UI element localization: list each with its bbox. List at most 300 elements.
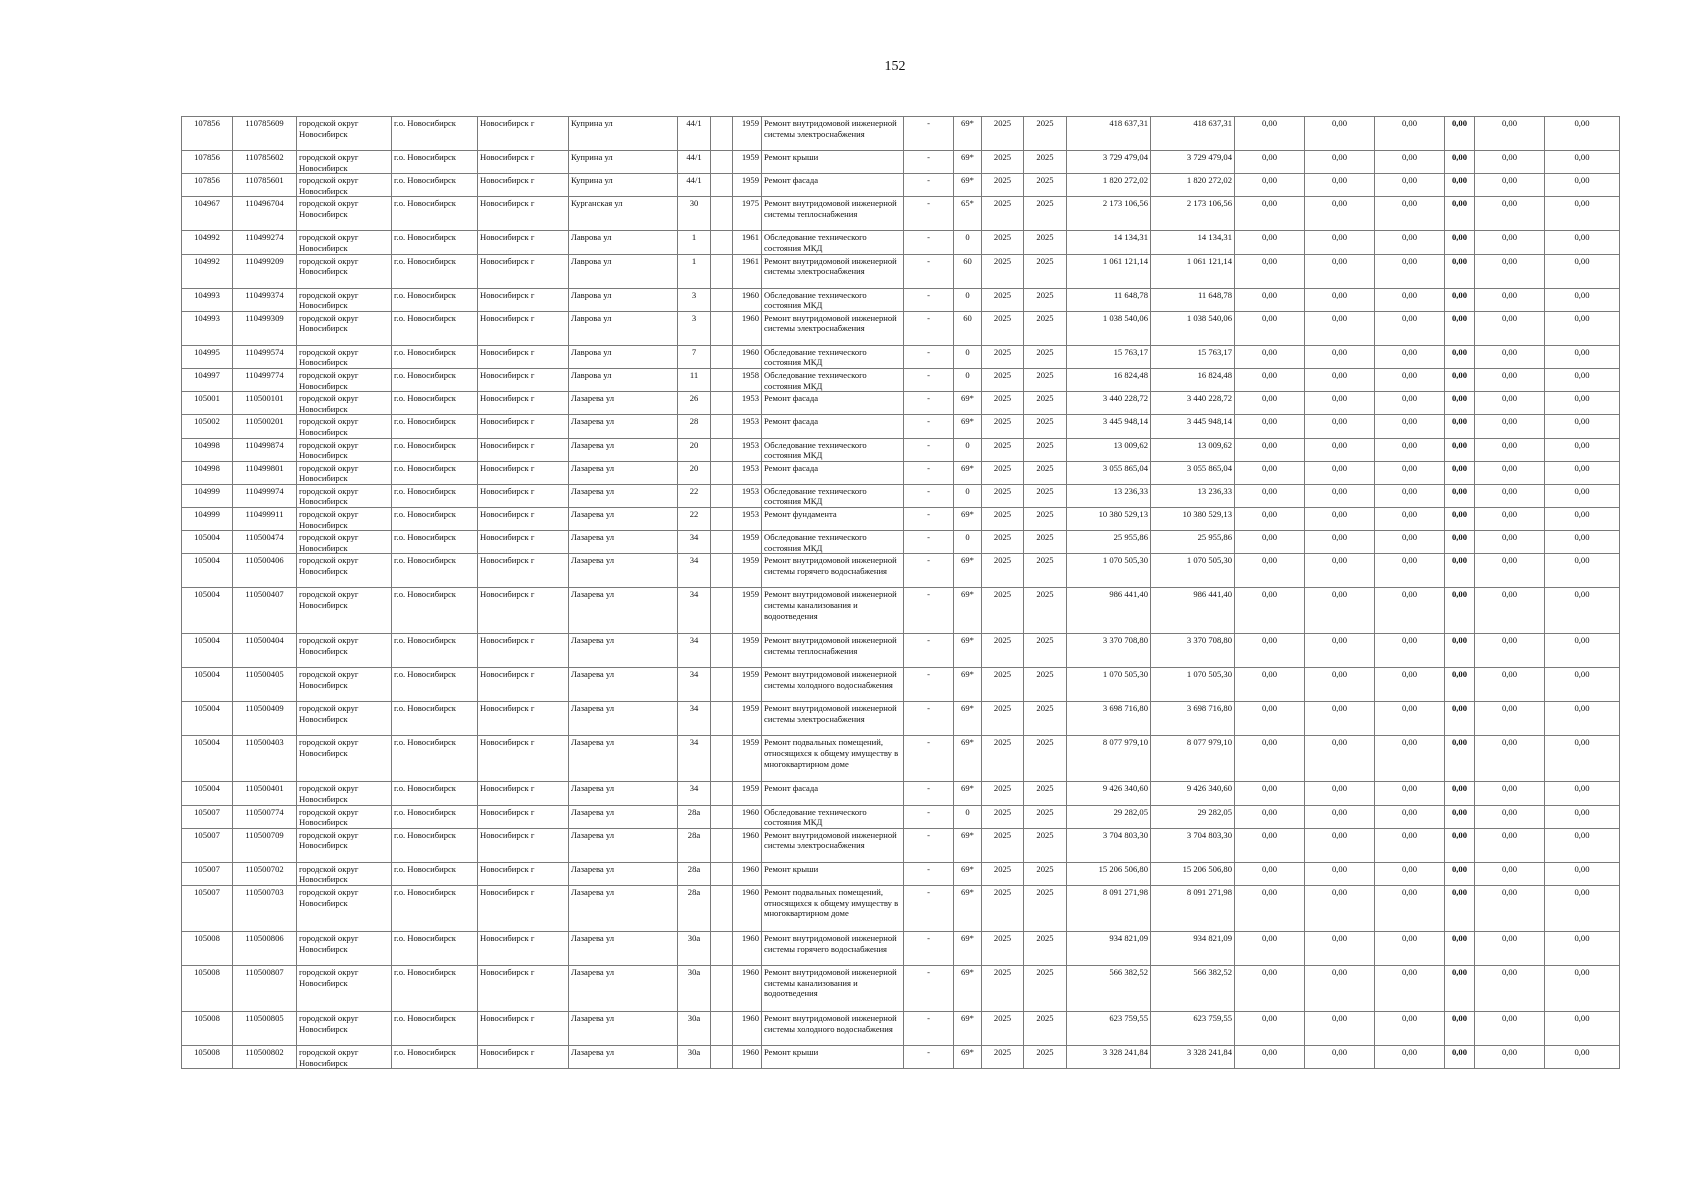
other-cell: 0,00 bbox=[1545, 438, 1620, 461]
house-cell: 3 bbox=[678, 311, 711, 345]
house-cell: 30 bbox=[678, 197, 711, 231]
share-cell: 0,00 bbox=[1445, 254, 1475, 288]
fund-cost-cell: 623 759,55 bbox=[1151, 1012, 1235, 1046]
total-cost-cell: 3 704 803,30 bbox=[1067, 828, 1151, 862]
share-cell: 0,00 bbox=[1445, 231, 1475, 254]
city-cell: Новосибирск г bbox=[478, 345, 569, 368]
total-cost-cell: 3 698 716,80 bbox=[1067, 702, 1151, 736]
street-cell: Лазарева ул bbox=[569, 484, 678, 507]
id-cell: 105004 bbox=[182, 634, 233, 668]
house-cell: 3 bbox=[678, 288, 711, 311]
id-cell: 104993 bbox=[182, 311, 233, 345]
city-cell: Новосибирск г bbox=[478, 438, 569, 461]
share-cell: 0,00 bbox=[1445, 531, 1475, 554]
district-cell: городской округ Новосибирск bbox=[297, 311, 392, 345]
id-cell: 105004 bbox=[182, 588, 233, 634]
share-cell: 0,00 bbox=[1445, 117, 1475, 151]
city-cell: Новосибирск г bbox=[478, 782, 569, 805]
building-cell bbox=[711, 231, 733, 254]
share-cell: 0,00 bbox=[1445, 886, 1475, 932]
house-cell: 34 bbox=[678, 782, 711, 805]
street-cell: Лаврова ул bbox=[569, 345, 678, 368]
unit-cell: - bbox=[904, 782, 954, 805]
work-type-cell: Ремонт внутридомовой инженерной системы электроснабжения bbox=[762, 311, 904, 345]
works-table bbox=[181, 116, 1620, 1069]
year-cell: 1960 bbox=[733, 1012, 762, 1046]
regional-cell: 0,00 bbox=[1305, 668, 1375, 702]
other-cell: 0,00 bbox=[1545, 311, 1620, 345]
work-type-cell: Обследование технического состояния МКД bbox=[762, 484, 904, 507]
regional-cell: 0,00 bbox=[1305, 588, 1375, 634]
wear-cell: 69* bbox=[954, 886, 982, 932]
plan-start-cell: 2025 bbox=[982, 1046, 1024, 1069]
local-cell: 0,00 bbox=[1375, 197, 1445, 231]
other-cell: 0,00 bbox=[1545, 932, 1620, 966]
id-cell: 107856 bbox=[182, 117, 233, 151]
table-row bbox=[182, 117, 1620, 151]
table-row bbox=[182, 1046, 1620, 1069]
federal-cell: 0,00 bbox=[1235, 702, 1305, 736]
municipality-cell: г.о. Новосибирск bbox=[392, 117, 478, 151]
work-type-cell: Ремонт фасада bbox=[762, 461, 904, 484]
street-cell: Куприна ул bbox=[569, 151, 678, 174]
unit-cell: - bbox=[904, 805, 954, 828]
wear-cell: 60 bbox=[954, 311, 982, 345]
share-cell: 0,00 bbox=[1445, 415, 1475, 438]
code-cell: 110499911 bbox=[233, 508, 297, 531]
plan-end-cell: 2025 bbox=[1024, 288, 1067, 311]
wear-cell: 69* bbox=[954, 668, 982, 702]
wear-cell: 69* bbox=[954, 588, 982, 634]
work-type-cell: Ремонт подвальных помещений, относящихся к общему имуществу в многоквартирном доме bbox=[762, 736, 904, 782]
share-cell: 0,00 bbox=[1445, 288, 1475, 311]
wear-cell: 0 bbox=[954, 484, 982, 507]
house-cell: 30а bbox=[678, 932, 711, 966]
work-type-cell: Ремонт фасада bbox=[762, 782, 904, 805]
work-type-cell: Обследование технического состояния МКД bbox=[762, 345, 904, 368]
city-cell: Новосибирск г bbox=[478, 508, 569, 531]
table-row bbox=[182, 736, 1620, 782]
fund-cost-cell: 3 055 865,04 bbox=[1151, 461, 1235, 484]
local-cell: 0,00 bbox=[1375, 484, 1445, 507]
local-cell: 0,00 bbox=[1375, 151, 1445, 174]
district-cell: городской округ Новосибирск bbox=[297, 886, 392, 932]
district-cell: городской округ Новосибирск bbox=[297, 197, 392, 231]
code-cell: 110500403 bbox=[233, 736, 297, 782]
building-cell bbox=[711, 828, 733, 862]
federal-cell: 0,00 bbox=[1235, 117, 1305, 151]
total-cost-cell: 9 426 340,60 bbox=[1067, 782, 1151, 805]
unit-cell: - bbox=[904, 862, 954, 885]
federal-cell: 0,00 bbox=[1235, 782, 1305, 805]
building-cell bbox=[711, 508, 733, 531]
district-cell: городской округ Новосибирск bbox=[297, 932, 392, 966]
unit-cell: - bbox=[904, 508, 954, 531]
house-cell: 1 bbox=[678, 231, 711, 254]
total-cost-cell: 13 009,62 bbox=[1067, 438, 1151, 461]
year-cell: 1961 bbox=[733, 254, 762, 288]
district-cell: городской округ Новосибирск bbox=[297, 484, 392, 507]
city-cell: Новосибирск г bbox=[478, 174, 569, 197]
code-cell: 110500806 bbox=[233, 932, 297, 966]
local-cell: 0,00 bbox=[1375, 634, 1445, 668]
district-cell: городской округ Новосибирск bbox=[297, 966, 392, 1012]
plan-end-cell: 2025 bbox=[1024, 782, 1067, 805]
unit-cell: - bbox=[904, 531, 954, 554]
district-cell: городской округ Новосибирск bbox=[297, 151, 392, 174]
id-cell: 105008 bbox=[182, 1046, 233, 1069]
federal-cell: 0,00 bbox=[1235, 368, 1305, 391]
year-cell: 1961 bbox=[733, 231, 762, 254]
city-cell: Новосибирск г bbox=[478, 634, 569, 668]
other-cell: 0,00 bbox=[1545, 886, 1620, 932]
plan-start-cell: 2025 bbox=[982, 174, 1024, 197]
district-cell: городской округ Новосибирск bbox=[297, 174, 392, 197]
local-cell: 0,00 bbox=[1375, 288, 1445, 311]
share-cell: 0,00 bbox=[1445, 438, 1475, 461]
total-cost-cell: 1 061 121,14 bbox=[1067, 254, 1151, 288]
total-cost-cell: 8 077 979,10 bbox=[1067, 736, 1151, 782]
street-cell: Куприна ул bbox=[569, 174, 678, 197]
plan-start-cell: 2025 bbox=[982, 828, 1024, 862]
city-cell: Новосибирск г bbox=[478, 886, 569, 932]
unit-cell: - bbox=[904, 966, 954, 1012]
work-type-cell: Ремонт внутридомовой инженерной системы электроснабжения bbox=[762, 117, 904, 151]
owners-cell: 0,00 bbox=[1475, 886, 1545, 932]
unit-cell: - bbox=[904, 668, 954, 702]
year-cell: 1959 bbox=[733, 531, 762, 554]
municipality-cell: г.о. Новосибирск bbox=[392, 588, 478, 634]
total-cost-cell: 623 759,55 bbox=[1067, 1012, 1151, 1046]
share-cell: 0,00 bbox=[1445, 554, 1475, 588]
plan-end-cell: 2025 bbox=[1024, 1012, 1067, 1046]
other-cell: 0,00 bbox=[1545, 702, 1620, 736]
total-cost-cell: 934 821,09 bbox=[1067, 932, 1151, 966]
street-cell: Лазарева ул bbox=[569, 828, 678, 862]
district-cell: городской округ Новосибирск bbox=[297, 231, 392, 254]
fund-cost-cell: 418 637,31 bbox=[1151, 117, 1235, 151]
table-row bbox=[182, 805, 1620, 828]
other-cell: 0,00 bbox=[1545, 197, 1620, 231]
street-cell: Лазарева ул bbox=[569, 805, 678, 828]
local-cell: 0,00 bbox=[1375, 254, 1445, 288]
id-cell: 105007 bbox=[182, 862, 233, 885]
fund-cost-cell: 1 820 272,02 bbox=[1151, 174, 1235, 197]
fund-cost-cell: 14 134,31 bbox=[1151, 231, 1235, 254]
work-type-cell: Ремонт внутридомовой инженерной системы теплоснабжения bbox=[762, 634, 904, 668]
code-cell: 110500774 bbox=[233, 805, 297, 828]
street-cell: Курганская ул bbox=[569, 197, 678, 231]
plan-end-cell: 2025 bbox=[1024, 531, 1067, 554]
year-cell: 1960 bbox=[733, 932, 762, 966]
plan-end-cell: 2025 bbox=[1024, 311, 1067, 345]
share-cell: 0,00 bbox=[1445, 588, 1475, 634]
id-cell: 104992 bbox=[182, 254, 233, 288]
municipality-cell: г.о. Новосибирск bbox=[392, 966, 478, 1012]
city-cell: Новосибирск г bbox=[478, 932, 569, 966]
work-type-cell: Обследование технического состояния МКД bbox=[762, 231, 904, 254]
unit-cell: - bbox=[904, 828, 954, 862]
federal-cell: 0,00 bbox=[1235, 886, 1305, 932]
other-cell: 0,00 bbox=[1545, 588, 1620, 634]
unit-cell: - bbox=[904, 554, 954, 588]
wear-cell: 69* bbox=[954, 932, 982, 966]
code-cell: 110500807 bbox=[233, 966, 297, 1012]
federal-cell: 0,00 bbox=[1235, 634, 1305, 668]
district-cell: городской округ Новосибирск bbox=[297, 805, 392, 828]
street-cell: Лаврова ул bbox=[569, 311, 678, 345]
table-row bbox=[182, 368, 1620, 391]
other-cell: 0,00 bbox=[1545, 966, 1620, 1012]
year-cell: 1959 bbox=[733, 151, 762, 174]
city-cell: Новосибирск г bbox=[478, 197, 569, 231]
regional-cell: 0,00 bbox=[1305, 1012, 1375, 1046]
year-cell: 1959 bbox=[733, 702, 762, 736]
plan-start-cell: 2025 bbox=[982, 231, 1024, 254]
house-cell: 26 bbox=[678, 392, 711, 415]
house-cell: 34 bbox=[678, 588, 711, 634]
municipality-cell: г.о. Новосибирск bbox=[392, 231, 478, 254]
wear-cell: 69* bbox=[954, 862, 982, 885]
share-cell: 0,00 bbox=[1445, 1046, 1475, 1069]
table-row bbox=[182, 782, 1620, 805]
code-cell: 110500406 bbox=[233, 554, 297, 588]
code-cell: 110500709 bbox=[233, 828, 297, 862]
building-cell bbox=[711, 805, 733, 828]
regional-cell: 0,00 bbox=[1305, 415, 1375, 438]
wear-cell: 69* bbox=[954, 415, 982, 438]
district-cell: городской округ Новосибирск bbox=[297, 117, 392, 151]
total-cost-cell: 418 637,31 bbox=[1067, 117, 1151, 151]
id-cell: 105007 bbox=[182, 886, 233, 932]
regional-cell: 0,00 bbox=[1305, 886, 1375, 932]
share-cell: 0,00 bbox=[1445, 345, 1475, 368]
street-cell: Лаврова ул bbox=[569, 368, 678, 391]
share-cell: 0,00 bbox=[1445, 932, 1475, 966]
total-cost-cell: 8 091 271,98 bbox=[1067, 886, 1151, 932]
total-cost-cell: 3 440 228,72 bbox=[1067, 392, 1151, 415]
plan-start-cell: 2025 bbox=[982, 415, 1024, 438]
code-cell: 110785609 bbox=[233, 117, 297, 151]
federal-cell: 0,00 bbox=[1235, 805, 1305, 828]
id-cell: 104992 bbox=[182, 231, 233, 254]
building-cell bbox=[711, 461, 733, 484]
code-cell: 110496704 bbox=[233, 197, 297, 231]
id-cell: 105004 bbox=[182, 668, 233, 702]
city-cell: Новосибирск г bbox=[478, 588, 569, 634]
street-cell: Лазарева ул bbox=[569, 438, 678, 461]
municipality-cell: г.о. Новосибирск bbox=[392, 151, 478, 174]
house-cell: 30а bbox=[678, 966, 711, 1012]
other-cell: 0,00 bbox=[1545, 288, 1620, 311]
other-cell: 0,00 bbox=[1545, 634, 1620, 668]
plan-end-cell: 2025 bbox=[1024, 345, 1067, 368]
local-cell: 0,00 bbox=[1375, 368, 1445, 391]
regional-cell: 0,00 bbox=[1305, 634, 1375, 668]
street-cell: Куприна ул bbox=[569, 117, 678, 151]
municipality-cell: г.о. Новосибирск bbox=[392, 174, 478, 197]
id-cell: 105007 bbox=[182, 805, 233, 828]
house-cell: 34 bbox=[678, 736, 711, 782]
municipality-cell: г.о. Новосибирск bbox=[392, 197, 478, 231]
other-cell: 0,00 bbox=[1545, 862, 1620, 885]
total-cost-cell: 1 070 505,30 bbox=[1067, 668, 1151, 702]
code-cell: 110499574 bbox=[233, 345, 297, 368]
table-row bbox=[182, 231, 1620, 254]
plan-end-cell: 2025 bbox=[1024, 392, 1067, 415]
federal-cell: 0,00 bbox=[1235, 932, 1305, 966]
work-type-cell: Обследование технического состояния МКД bbox=[762, 531, 904, 554]
district-cell: городской округ Новосибирск bbox=[297, 531, 392, 554]
building-cell bbox=[711, 368, 733, 391]
plan-start-cell: 2025 bbox=[982, 782, 1024, 805]
id-cell: 104967 bbox=[182, 197, 233, 231]
plan-end-cell: 2025 bbox=[1024, 862, 1067, 885]
street-cell: Лазарева ул bbox=[569, 782, 678, 805]
year-cell: 1953 bbox=[733, 438, 762, 461]
code-cell: 110500703 bbox=[233, 886, 297, 932]
plan-start-cell: 2025 bbox=[982, 345, 1024, 368]
unit-cell: - bbox=[904, 415, 954, 438]
building-cell bbox=[711, 886, 733, 932]
total-cost-cell: 13 236,33 bbox=[1067, 484, 1151, 507]
house-cell: 7 bbox=[678, 345, 711, 368]
street-cell: Лазарева ул bbox=[569, 668, 678, 702]
municipality-cell: г.о. Новосибирск bbox=[392, 932, 478, 966]
local-cell: 0,00 bbox=[1375, 311, 1445, 345]
plan-end-cell: 2025 bbox=[1024, 932, 1067, 966]
federal-cell: 0,00 bbox=[1235, 345, 1305, 368]
local-cell: 0,00 bbox=[1375, 174, 1445, 197]
table-row bbox=[182, 174, 1620, 197]
work-type-cell: Ремонт фасада bbox=[762, 174, 904, 197]
house-cell: 28а bbox=[678, 862, 711, 885]
fund-cost-cell: 1 061 121,14 bbox=[1151, 254, 1235, 288]
street-cell: Лазарева ул bbox=[569, 862, 678, 885]
street-cell: Лаврова ул bbox=[569, 231, 678, 254]
work-type-cell: Ремонт внутридомовой инженерной системы канализования и водоотведения bbox=[762, 966, 904, 1012]
share-cell: 0,00 bbox=[1445, 392, 1475, 415]
table-row bbox=[182, 531, 1620, 554]
wear-cell: 0 bbox=[954, 438, 982, 461]
district-cell: городской округ Новосибирск bbox=[297, 508, 392, 531]
federal-cell: 0,00 bbox=[1235, 438, 1305, 461]
other-cell: 0,00 bbox=[1545, 174, 1620, 197]
total-cost-cell: 16 824,48 bbox=[1067, 368, 1151, 391]
other-cell: 0,00 bbox=[1545, 345, 1620, 368]
federal-cell: 0,00 bbox=[1235, 197, 1305, 231]
year-cell: 1960 bbox=[733, 828, 762, 862]
plan-end-cell: 2025 bbox=[1024, 634, 1067, 668]
street-cell: Лаврова ул bbox=[569, 288, 678, 311]
year-cell: 1960 bbox=[733, 288, 762, 311]
district-cell: городской округ Новосибирск bbox=[297, 554, 392, 588]
municipality-cell: г.о. Новосибирск bbox=[392, 634, 478, 668]
city-cell: Новосибирск г bbox=[478, 311, 569, 345]
regional-cell: 0,00 bbox=[1305, 311, 1375, 345]
code-cell: 110500401 bbox=[233, 782, 297, 805]
id-cell: 105004 bbox=[182, 554, 233, 588]
fund-cost-cell: 1 070 505,30 bbox=[1151, 668, 1235, 702]
work-type-cell: Обследование технического состояния МКД bbox=[762, 288, 904, 311]
plan-start-cell: 2025 bbox=[982, 254, 1024, 288]
regional-cell: 0,00 bbox=[1305, 254, 1375, 288]
table-row bbox=[182, 588, 1620, 634]
code-cell: 110500201 bbox=[233, 415, 297, 438]
building-cell bbox=[711, 415, 733, 438]
wear-cell: 0 bbox=[954, 345, 982, 368]
id-cell: 104998 bbox=[182, 438, 233, 461]
regional-cell: 0,00 bbox=[1305, 461, 1375, 484]
municipality-cell: г.о. Новосибирск bbox=[392, 1012, 478, 1046]
building-cell bbox=[711, 392, 733, 415]
table-row bbox=[182, 862, 1620, 885]
house-cell: 34 bbox=[678, 554, 711, 588]
plan-end-cell: 2025 bbox=[1024, 508, 1067, 531]
city-cell: Новосибирск г bbox=[478, 805, 569, 828]
building-cell bbox=[711, 288, 733, 311]
house-cell: 34 bbox=[678, 702, 711, 736]
district-cell: городской округ Новосибирск bbox=[297, 1046, 392, 1069]
municipality-cell: г.о. Новосибирск bbox=[392, 668, 478, 702]
work-type-cell: Ремонт внутридомовой инженерной системы холодного водоснабжения bbox=[762, 668, 904, 702]
building-cell bbox=[711, 438, 733, 461]
owners-cell: 0,00 bbox=[1475, 311, 1545, 345]
fund-cost-cell: 986 441,40 bbox=[1151, 588, 1235, 634]
table-row bbox=[182, 634, 1620, 668]
other-cell: 0,00 bbox=[1545, 368, 1620, 391]
work-type-cell: Ремонт внутридомовой инженерной системы горячего водоснабжения bbox=[762, 932, 904, 966]
table-row bbox=[182, 702, 1620, 736]
total-cost-cell: 25 955,86 bbox=[1067, 531, 1151, 554]
district-cell: городской округ Новосибирск bbox=[297, 782, 392, 805]
owners-cell: 0,00 bbox=[1475, 702, 1545, 736]
other-cell: 0,00 bbox=[1545, 415, 1620, 438]
fund-cost-cell: 3 328 241,84 bbox=[1151, 1046, 1235, 1069]
code-cell: 110500805 bbox=[233, 1012, 297, 1046]
plan-end-cell: 2025 bbox=[1024, 461, 1067, 484]
work-type-cell: Ремонт подвальных помещений, относящихся к общему имуществу в многоквартирном доме bbox=[762, 886, 904, 932]
district-cell: городской округ Новосибирск bbox=[297, 668, 392, 702]
page-number: 152 bbox=[884, 59, 906, 74]
work-type-cell: Ремонт внутридомовой инженерной системы канализования и водоотведения bbox=[762, 588, 904, 634]
regional-cell: 0,00 bbox=[1305, 508, 1375, 531]
share-cell: 0,00 bbox=[1445, 1012, 1475, 1046]
id-cell: 104999 bbox=[182, 508, 233, 531]
id-cell: 104999 bbox=[182, 484, 233, 507]
building-cell bbox=[711, 736, 733, 782]
wear-cell: 69* bbox=[954, 461, 982, 484]
owners-cell: 0,00 bbox=[1475, 415, 1545, 438]
building-cell bbox=[711, 1046, 733, 1069]
building-cell bbox=[711, 782, 733, 805]
code-cell: 110499801 bbox=[233, 461, 297, 484]
regional-cell: 0,00 bbox=[1305, 484, 1375, 507]
plan-start-cell: 2025 bbox=[982, 966, 1024, 1012]
total-cost-cell: 1 820 272,02 bbox=[1067, 174, 1151, 197]
building-cell bbox=[711, 932, 733, 966]
table-row bbox=[182, 966, 1620, 1012]
unit-cell: - bbox=[904, 702, 954, 736]
building-cell bbox=[711, 702, 733, 736]
unit-cell: - bbox=[904, 484, 954, 507]
id-cell: 105004 bbox=[182, 702, 233, 736]
year-cell: 1959 bbox=[733, 736, 762, 782]
total-cost-cell: 1 070 505,30 bbox=[1067, 554, 1151, 588]
other-cell: 0,00 bbox=[1545, 392, 1620, 415]
work-type-cell: Обследование технического состояния МКД bbox=[762, 805, 904, 828]
federal-cell: 0,00 bbox=[1235, 828, 1305, 862]
